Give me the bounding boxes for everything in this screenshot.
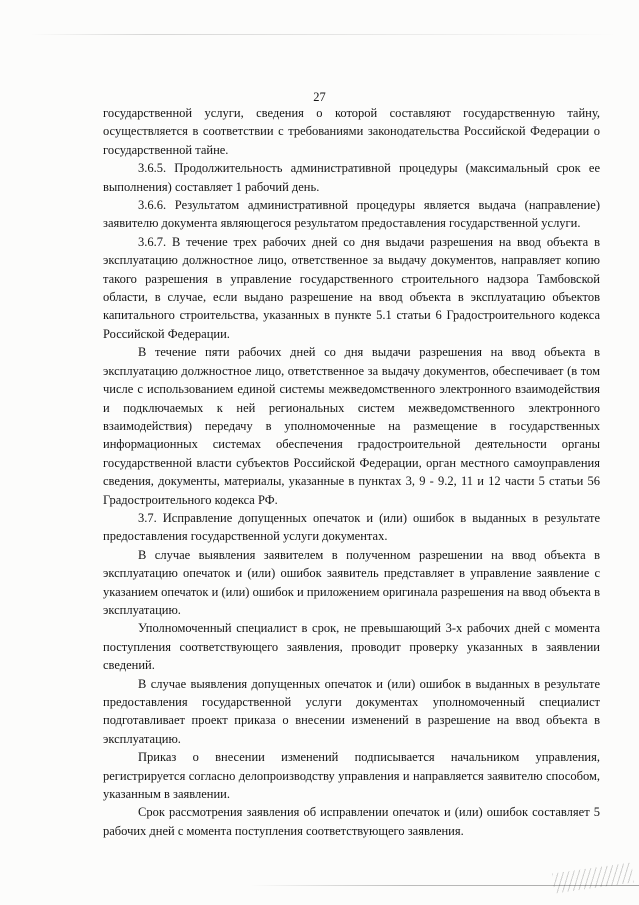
paragraph-order-draft: В случае выявления допущенных опечаток и (или) ошибок в выданных в результате предоставления государственной услуги документах уполномоченный специалист подготавливает проект приказа о внесении изменений в разрешение на ввод объекта в эксплуатацию. [103,676,600,746]
paragraph-order-signed: Приказ о внесении изменений подписывается начальником управления, регистрируется согласно делопроизводству управления и направляется заявителю способом, указанным в заявлении. [103,750,600,802]
paragraph-five-days: В течение пяти рабочих дней со дня выдачи разрешения на ввод объекта в эксплуатацию должностное лицо, ответственное за выдачу документов, обеспечивает (в том числе с использованием единой системы межведомственного электронного взаимодействия и подключаемых к ней региональных систем межведомственного электронного взаимодействия) передачу в уполномоченные на размещение в государственных информационных системах обеспечения градостроительной деятельности органы государственной власти субъектов Российской Федерации, орган местного самоуправления сведения, документы, материалы, указанные в пунктах 3, 9 - 9.2, 11 и 12 части 5 статьи 56 Градостроительного кодекса РФ. [103,345,600,507]
paragraph-review-period: Срок рассмотрения заявления об исправлении опечаток и (или) ошибок составляет 5 рабочих дней с момента поступления соответствующего заявления. [103,805,600,838]
paragraph-errors-detected: В случае выявления заявителем в полученном разрешении на ввод объекта в эксплуатацию опечаток и (или) ошибок заявитель представляет в управление заявление с указанием опечаток и (или) ошибок и приложением оригинала разрешения на ввод объекта в эксплуатацию. [103,547,600,617]
paragraph-3-6-7: 3.6.7. В течение трех рабочих дней со дня выдачи разрешения на ввод объекта в эксплуатацию должностное лицо, ответственное за выдачу документов, направляет копию такого разрешения в управление государственного строительного надзора Тамбовской области, в случае, если выдано разрешение на ввод объекта в эксплуатацию объектов капитального строительства, указанных в пункте 5.1 статьи 6 Градостроительного кодекса Российской Федерации. [103,234,600,341]
paragraph-3-6-5: 3.6.5. Продолжительность административной процедуры (максимальный срок ее выполнения) составляет 1 рабочий день. [103,161,600,194]
paragraph-continuation: государственной услуги, сведения о которой составляют государственную тайну, осуществляется в соответствии с требованиями законодательства Российской Федерации о государственной тайне. [103,106,600,157]
scan-smudge [552,863,634,894]
page-number: 27 [313,90,326,104]
paragraph-3-7: 3.7. Исправление допущенных опечаток и (или) ошибок в выданных в результате предоставления государственной услуги документах. [103,510,600,544]
scan-edge-top [30,34,619,35]
paragraph-3-6-6: 3.6.6. Результатом административной процедуры является выдача (направление) заявителю документа являющегося результатом предоставления государственной услуги. [103,198,600,231]
document-body [103,104,600,840]
paragraph-specialist-check: Уполномоченный специалист в срок, не превышающий 3-х рабочих дней с момента поступления соответствующего заявления, проводит проверку указанных в заявлении сведений. [103,621,600,673]
